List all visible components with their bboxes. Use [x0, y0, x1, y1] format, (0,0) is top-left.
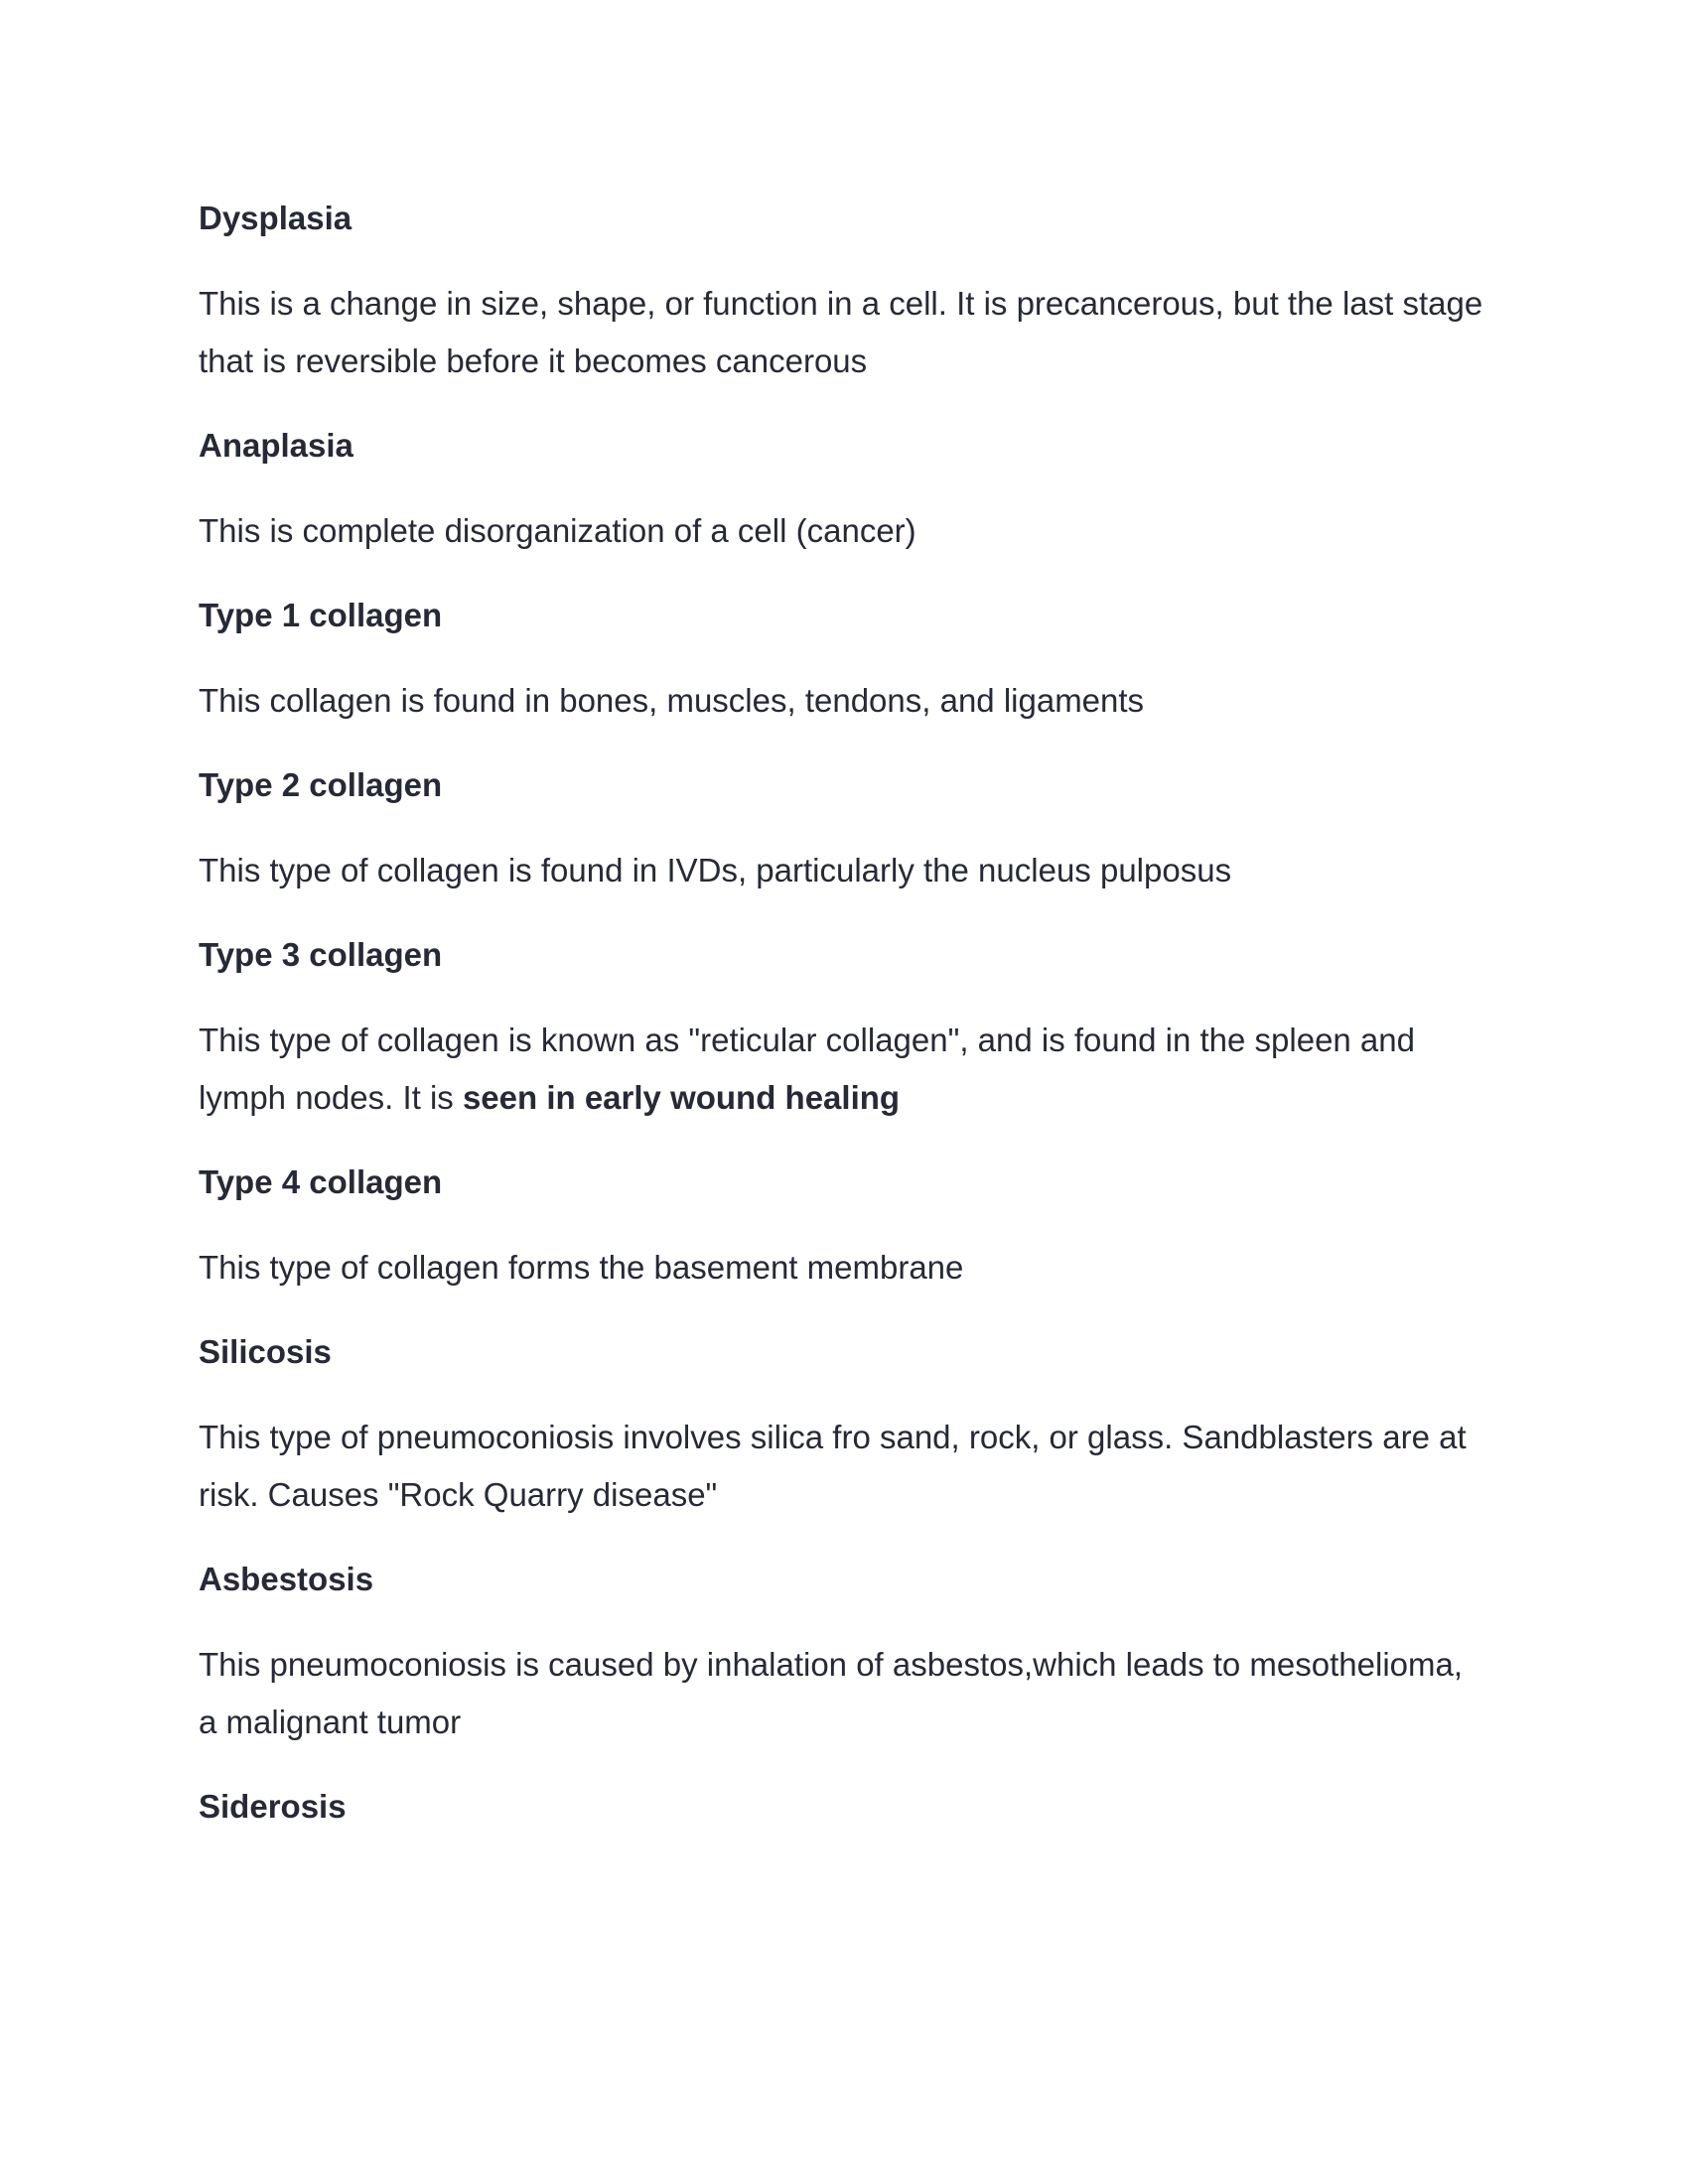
term-definition	[199, 1012, 1489, 1127]
term-definition: This type of collagen is found in IVDs, particularly the nucleus pulposus	[199, 852, 1232, 888]
definition-text: This type of collagen is known as "reticular collagen", and is found in the spleen and lymph nodes. It is	[199, 1022, 1415, 1116]
term-heading: Asbestosis	[199, 1561, 374, 1597]
term-heading: Dysplasia	[199, 200, 352, 236]
term-definition: This type of pneumoconiosis involves silica fro sand, rock, or glass. Sandblasters are at risk. Causes "Rock Quarry disease"	[199, 1419, 1467, 1513]
document-page	[199, 196, 1489, 1830]
term-definition: This is a change in size, shape, or function in a cell. It is precancerous, but the last stage that is reversible before it becomes cancerous	[199, 285, 1483, 379]
term-heading: Type 3 collagen	[199, 936, 443, 973]
term-definition: This pneumoconiosis is caused by inhalation of asbestos,which leads to mesothelioma, a malignant tumor	[199, 1646, 1464, 1740]
term-heading: Siderosis	[199, 1788, 347, 1825]
term-heading: Silicosis	[199, 1333, 332, 1370]
term-definition: This collagen is found in bones, muscles, tendons, and ligaments	[199, 682, 1145, 719]
term-heading: Type 4 collagen	[199, 1163, 443, 1200]
term-heading: Type 2 collagen	[199, 766, 443, 803]
term-definition: This is complete disorganization of a cell (cancer)	[199, 512, 916, 549]
term-heading: Type 1 collagen	[199, 597, 443, 633]
term-definition: This type of collagen forms the basement membrane	[199, 1249, 964, 1286]
definition-emphasis: seen in early wound healing	[462, 1079, 901, 1116]
term-heading: Anaplasia	[199, 427, 353, 464]
